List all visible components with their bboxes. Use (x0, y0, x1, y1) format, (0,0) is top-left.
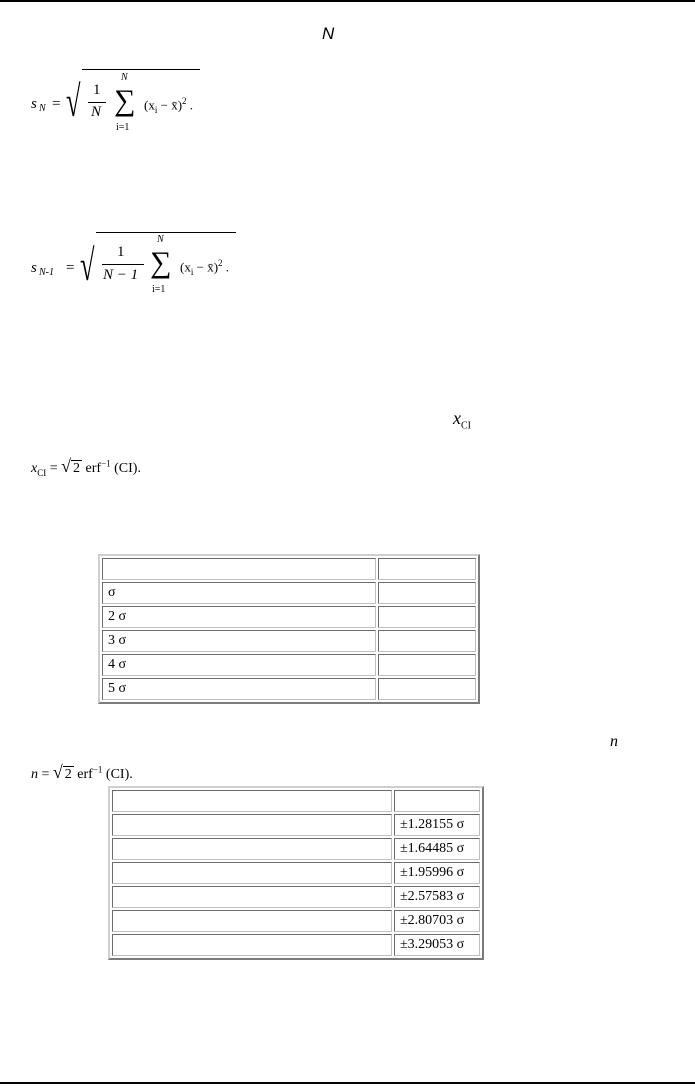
value-cell (378, 582, 476, 604)
fraction-denominator: N − 1 (103, 267, 139, 283)
sum-upper-limit: N (121, 72, 128, 83)
range-cell: 4 σ (102, 654, 376, 676)
ci-cell (112, 838, 392, 860)
table-row (102, 630, 476, 652)
ci-symbol-x: x (453, 408, 461, 428)
range-cell: 2 σ (102, 606, 376, 628)
summation-icon: ∑ (150, 246, 172, 279)
ci-table (108, 786, 484, 960)
sqrt-radical-icon: √ (80, 241, 95, 290)
ci-cell (112, 790, 392, 812)
value-cell (378, 654, 476, 676)
top-rule (0, 0, 695, 2)
erf-inverse: −1 (92, 764, 103, 775)
bottom-rule (0, 1082, 695, 1084)
ci-cell (112, 934, 392, 956)
ci-cell (112, 886, 392, 908)
sqrt-radical-icon: √ (52, 762, 63, 782)
equals-sign: = (66, 260, 75, 276)
sqrt-bar (96, 232, 236, 233)
body-sub: i (190, 266, 194, 277)
range-cell: ±3.29053 σ (394, 934, 480, 956)
range-cell: ±2.80703 σ (394, 910, 480, 932)
ci-cell (112, 910, 392, 932)
formula-s-n (0, 60, 260, 140)
sqrt-radicand: 2 (64, 767, 72, 782)
ci-cell (112, 814, 392, 836)
erf-argument: (CI). (105, 767, 133, 782)
sigma-table (98, 554, 480, 704)
formula-end: . (225, 259, 230, 275)
value-cell (378, 630, 476, 652)
table-row (102, 654, 476, 676)
equals-sign: = (49, 461, 58, 476)
ci-cell (112, 862, 392, 884)
fraction-numerator: 1 (93, 82, 101, 98)
table-row (112, 934, 480, 956)
formula-s-n-minus-1 (0, 224, 280, 304)
formula-end: . (189, 97, 194, 113)
fraction-bar (88, 102, 106, 103)
ci-symbol (453, 408, 471, 432)
table-row (112, 838, 480, 860)
sqrt-bar (82, 69, 200, 70)
body-rest: − x̄) (193, 259, 219, 275)
range-cell: ±1.28155 σ (394, 814, 480, 836)
erf-label: erf (77, 767, 93, 782)
body-open: (x (144, 97, 155, 113)
sqrt-radicand: 2 (73, 461, 81, 476)
sum-lower-limit: i=1 (116, 122, 130, 133)
body-power: 2 (218, 258, 223, 268)
formula-x-ci (31, 456, 141, 478)
range-cell: ±2.57583 σ (394, 886, 480, 908)
table-row (102, 582, 476, 604)
table-row (102, 558, 476, 580)
value-cell (378, 678, 476, 700)
erf-inverse: −1 (101, 458, 111, 469)
formula-lhs-sub: CI (37, 467, 47, 478)
value-cell (378, 606, 476, 628)
formula-body (144, 96, 193, 115)
range-cell (102, 558, 376, 580)
body-rest: − x̄) (157, 97, 183, 113)
summation-icon: ∑ (114, 84, 136, 117)
formula-body (180, 258, 229, 277)
range-cell: 5 σ (102, 678, 376, 700)
formula-lhs: s (31, 96, 37, 112)
table-row (102, 678, 476, 700)
value-cell (378, 558, 476, 580)
table-row (112, 814, 480, 836)
equals-sign: = (52, 96, 61, 112)
formula-n (31, 762, 133, 783)
fraction-bar (102, 264, 144, 265)
fraction-denominator: N (91, 104, 102, 120)
formula-lhs-sub: N-1 (39, 267, 54, 278)
sqrt-radical-icon: √ (66, 77, 81, 126)
range-cell (394, 790, 480, 812)
table-row (102, 606, 476, 628)
erf-label: erf (85, 461, 102, 476)
body-open: (x (180, 259, 191, 275)
range-cell: ±1.64485 σ (394, 838, 480, 860)
body-sub: i (154, 104, 158, 115)
n-symbol: n (610, 733, 618, 750)
sqrt-radical-icon: √ (61, 456, 72, 476)
equals-sign: = (41, 767, 50, 782)
formula-lhs-sub: N (39, 103, 46, 114)
header-symbol-n: N (322, 24, 335, 43)
erf-argument: (CI). (114, 461, 141, 476)
table-row (112, 790, 480, 812)
table-row (112, 862, 480, 884)
formula-lhs: n (31, 767, 38, 782)
sum-lower-limit: i=1 (152, 284, 166, 295)
sum-upper-limit: N (157, 234, 164, 245)
range-cell: ±1.95996 σ (394, 862, 480, 884)
range-cell: 3 σ (102, 630, 376, 652)
table-row (112, 886, 480, 908)
fraction-numerator: 1 (117, 244, 125, 260)
body-power: 2 (182, 96, 187, 106)
table-row (112, 910, 480, 932)
formula-lhs: x (31, 461, 38, 476)
range-cell: σ (102, 582, 376, 604)
formula-lhs: s (31, 260, 37, 276)
ci-symbol-sub: CI (461, 420, 471, 432)
